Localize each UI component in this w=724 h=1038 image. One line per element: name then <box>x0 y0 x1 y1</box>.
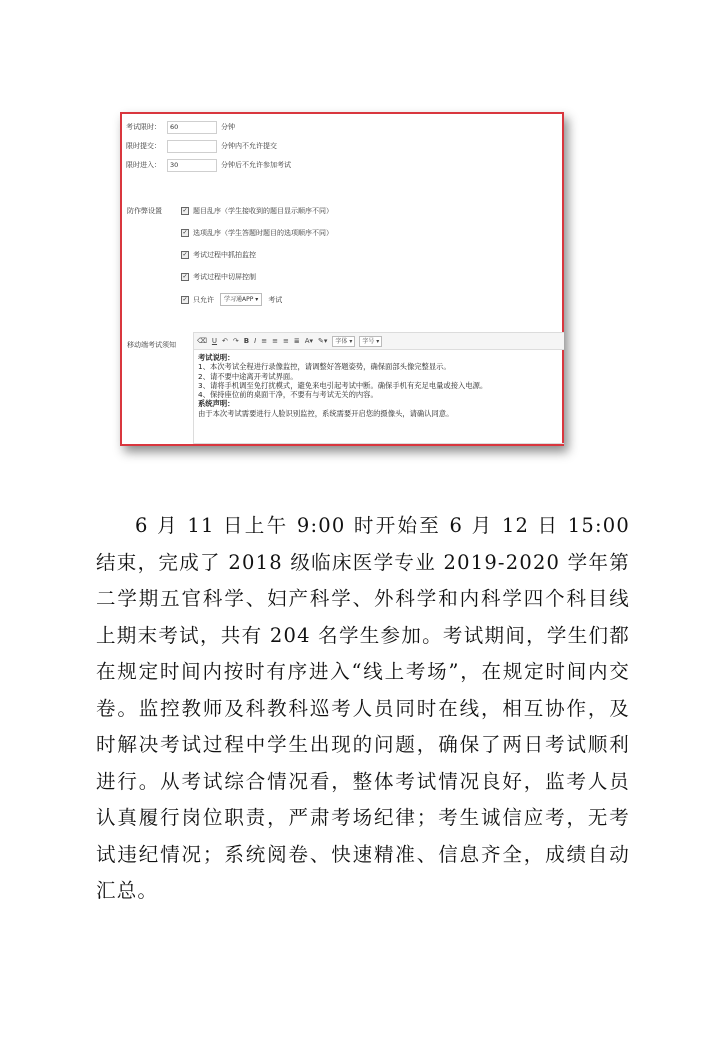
instruction-line: 3、请将手机调至免打扰模式，避免来电引起考试中断。确保手机有充足电量或接入电源。 <box>198 380 488 390</box>
checkbox-checked-icon[interactable]: ✓ <box>182 251 188 258</box>
align-right-icon[interactable]: ≡ <box>282 337 289 345</box>
checkbox-checked-icon[interactable]: ✓ <box>182 295 188 303</box>
timed-submit-label: 限时提交： <box>126 142 161 150</box>
option-label: 选项乱序（学生答题时题目的选项顺序不同） <box>193 229 333 237</box>
eraser-icon[interactable]: ⌫ <box>197 337 207 345</box>
system-statement-text: 由于本次考试需要进行人脸识别监控，系统需要开启您的摄像头，请确认同意。 <box>198 408 454 418</box>
anticheat-option-snapshot[interactable] <box>181 250 256 260</box>
only-allow-label: 只允许 <box>193 295 214 304</box>
timed-entry-label: 限时进入： <box>126 161 161 169</box>
highlight-icon[interactable]: ✎▾ <box>318 337 328 345</box>
anticheat-option-shuffle-questions[interactable] <box>181 206 333 216</box>
editor-content[interactable] <box>194 350 564 418</box>
only-allow-select-value: 学习通APP <box>224 296 254 303</box>
font-size-select[interactable]: 字号 ▾ <box>359 336 382 347</box>
timed-submit-unit: 分钟内不允许提交 <box>221 142 277 150</box>
instruction-line: 4、保持座位前的桌面干净，不要有与考试无关的内容。 <box>198 390 378 400</box>
option-label: 题目乱序（学生接收到的题目显示顺序不同） <box>193 207 333 215</box>
instruction-line: 2、请不要中途离开考试界面。 <box>198 371 298 381</box>
align-center-icon[interactable]: ≡ <box>272 337 278 345</box>
font-family-select-label: 字体 <box>335 337 348 345</box>
timed-submit-input[interactable] <box>167 140 217 153</box>
editor-toolbar <box>194 333 564 350</box>
instruction-line: 1、本次考试全程进行录像监控，请调整好答题姿势，确保面部头像完整显示。 <box>198 362 451 372</box>
checkbox-checked-icon[interactable]: ✓ <box>182 207 188 214</box>
italic-icon[interactable]: I <box>254 337 257 345</box>
only-allow-select[interactable] <box>220 293 262 306</box>
option-label: 考试过程中抓拍监控 <box>193 251 256 259</box>
exam-settings-screenshot <box>120 112 564 446</box>
font-family-select[interactable]: 字体 ▾ <box>332 336 355 347</box>
checkbox-checked-icon[interactable]: ✓ <box>182 229 188 236</box>
notice-editor[interactable] <box>193 332 564 444</box>
font-size-select-label: 字号 <box>362 337 375 345</box>
redo-icon[interactable]: ↷ <box>232 337 239 345</box>
anticheat-option-shuffle-choices[interactable] <box>181 228 333 238</box>
exam-duration-unit: 分钟 <box>221 123 235 131</box>
system-statement-heading: 系统声明： <box>198 399 235 409</box>
justify-icon[interactable]: ≣ <box>293 337 300 345</box>
underline-icon[interactable]: U <box>211 337 218 345</box>
exam-instructions-heading: 考试说明： <box>198 353 235 362</box>
checkbox-checked-icon[interactable]: ✓ <box>182 273 188 280</box>
undo-icon[interactable]: ↶ <box>222 337 228 345</box>
timed-entry-input[interactable]: 30 <box>167 159 217 172</box>
bold-icon[interactable]: B <box>243 337 250 345</box>
option-label: 考试过程中切屏控制 <box>193 273 256 281</box>
anticheat-option-switch-screen[interactable] <box>181 272 256 282</box>
anticheat-label: 防作弊设置 <box>127 207 162 215</box>
body-paragraph: 6 月 11 日上午 9:00 时开始至 6 月 12 日 15:00 结束，完成了 2018 级临床医学专业 2019-2020 学年第二学期五官科学、妇产科学、外科学和内科学四个科目线上期末考试，共有 204 名学生参加。考试期间，学生们都在规定时间内按时有序进入“线上考场”，在规定时间内交卷。监控教师及科教科巡考人员同时在线，相互协作，及时解决考试过程中学生出现的问题，确保了两日考试顺利进行。从考试综合情况看，整体考试情况良好，监考人员认真履行岗位职责，严肃考场纪律；考生诚信应考，无考试违纪情况；系统阅卷、快速精准、信息齐全，成绩自动汇总。 <box>96 514 630 902</box>
exam-duration-label: 考试限时： <box>126 123 161 131</box>
timed-entry-unit: 分钟后不允许参加考试 <box>221 161 291 169</box>
only-allow-suffix: 考试 <box>268 295 283 304</box>
align-left-icon[interactable]: ≡ <box>261 337 268 345</box>
notice-label: 移动端考试须知 <box>127 341 176 349</box>
exam-duration-input[interactable]: 60 <box>167 121 217 134</box>
font-color-icon[interactable]: A▾ <box>304 337 314 345</box>
chevron-down-icon: ▾ <box>255 296 259 303</box>
anticheat-option-only-allow[interactable] <box>181 293 282 306</box>
